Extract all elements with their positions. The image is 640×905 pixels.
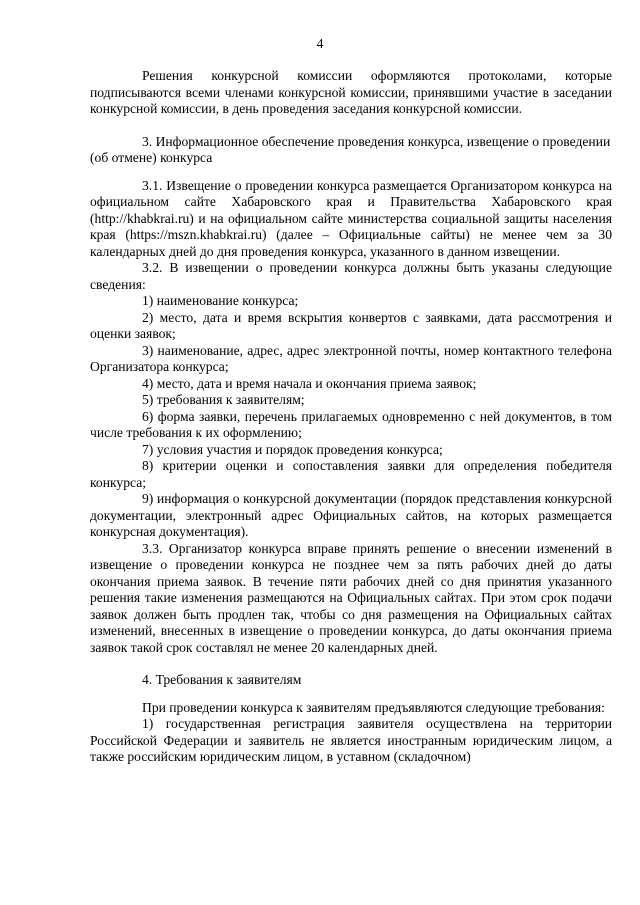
paragraph-3-3: 3.3. Организатор конкурса вправе принять решение о внесении изменений в извещение о проведении конкурса не позднее чем за пять рабочих дней до даты окончания приема заявок. В течение пяти рабочих дней со дня принятия указанного решения такие изменения размещаются на Официальных сайтах. При этом срок подачи заявок должен быть продлен так, чтобы со дня размещения на Официальных сайтах изменений, внесенных в извещение о проведении конкурса, до даты окончания приема заявок такой срок составлял не менее 20 календарных дней.	[90, 540, 612, 655]
paragraph-4-1: 1) государственная регистрация заявителя осуществлена на территории Российской Федерации и заявитель не является иностранным юридическим лицом, а также российским юридическим лицом, в уставном (складочном)	[90, 716, 612, 764]
list-item: 2) место, дата и время вскрытия конвертов с заявками, дата рассмотрения и оценки заявок;	[90, 309, 612, 341]
intro-paragraph: Решения конкурсной комиссии оформляются протоколами, которые подписываются всеми членами конкурсной комиссии, принявшими участие в заседании конкурсной комиссии, в день проведения заседания конкурсной комиссии.	[90, 68, 612, 116]
list-item: 4) место, дата и время начала и окончания приема заявок;	[142, 375, 477, 391]
list-item: 6) форма заявки, перечень прилагаемых одновременно с ней документов, в том числе требования к их оформлению;	[90, 408, 612, 440]
list-item: 9) информация о конкурсной документации (порядок представления конкурсной документации, электронный адрес Официальных сайтов, на которых размещается конкурсная документация).	[90, 491, 612, 539]
list-item: 8) критерии оценки и сопоставления заявки для определения победителя конкурса;	[90, 458, 612, 490]
page-number: 4	[316, 36, 324, 51]
list-item: 1) наименование конкурса;	[142, 293, 299, 308]
list-item: 7) условия участия и порядок проведения конкурса;	[142, 441, 443, 457]
document-body	[90, 68, 612, 766]
paragraph-3-1: 3.1. Извещение о проведении конкурса размещается Организатором конкурса на официальном сайте Хабаровского края и Правительства Хабаровского края (http://khabkrai.ru) и на официальном сайте министерства социальной защиты населения края (https://mszn.khabkrai.ru) (далее – Официальные сайты) не менее чем за 30 календарных дней до дня проведения конкурса, указанного в данном извещении.	[90, 177, 612, 259]
section-3-heading: 3. Информационное обеспечение проведения конкурса, извещение о проведении (об отмене) конкурса	[90, 133, 611, 165]
section-4-heading: 4. Требования к заявителям	[142, 672, 302, 687]
paragraph-4-intro: При проведении конкурса к заявителям предъявляются следующие требования:	[142, 699, 605, 715]
list-item: 3) наименование, адрес, адрес электронной почты, номер контактного телефона Организатора конкурса;	[90, 342, 612, 374]
paragraph-3-2: 3.2. В извещении о проведении конкурса должны быть указаны следующие сведения:	[90, 260, 612, 292]
list-item: 5) требования к заявителям;	[142, 392, 305, 407]
